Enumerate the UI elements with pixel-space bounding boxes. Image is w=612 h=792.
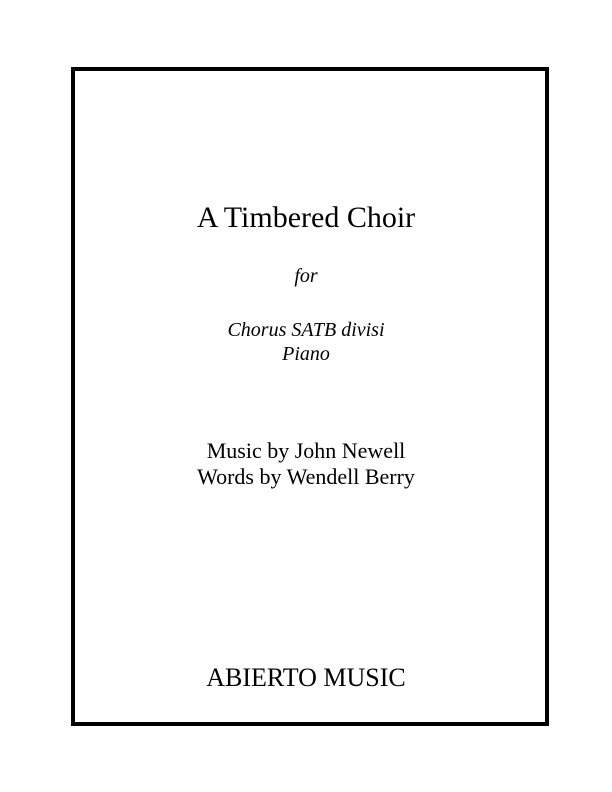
composer-credit: Music by John Newell [206,438,406,463]
instrumentation-line-piano: Piano [282,343,330,365]
page-border-frame [71,67,549,726]
instrumentation-line-chorus: Chorus SATB divisi [227,319,385,341]
page-title: A Timbered Choir [196,201,416,234]
publisher-name: ABIERTO MUSIC [206,663,406,692]
for-label: for [294,265,318,287]
lyricist-credit: Words by Wendell Berry [197,464,415,489]
